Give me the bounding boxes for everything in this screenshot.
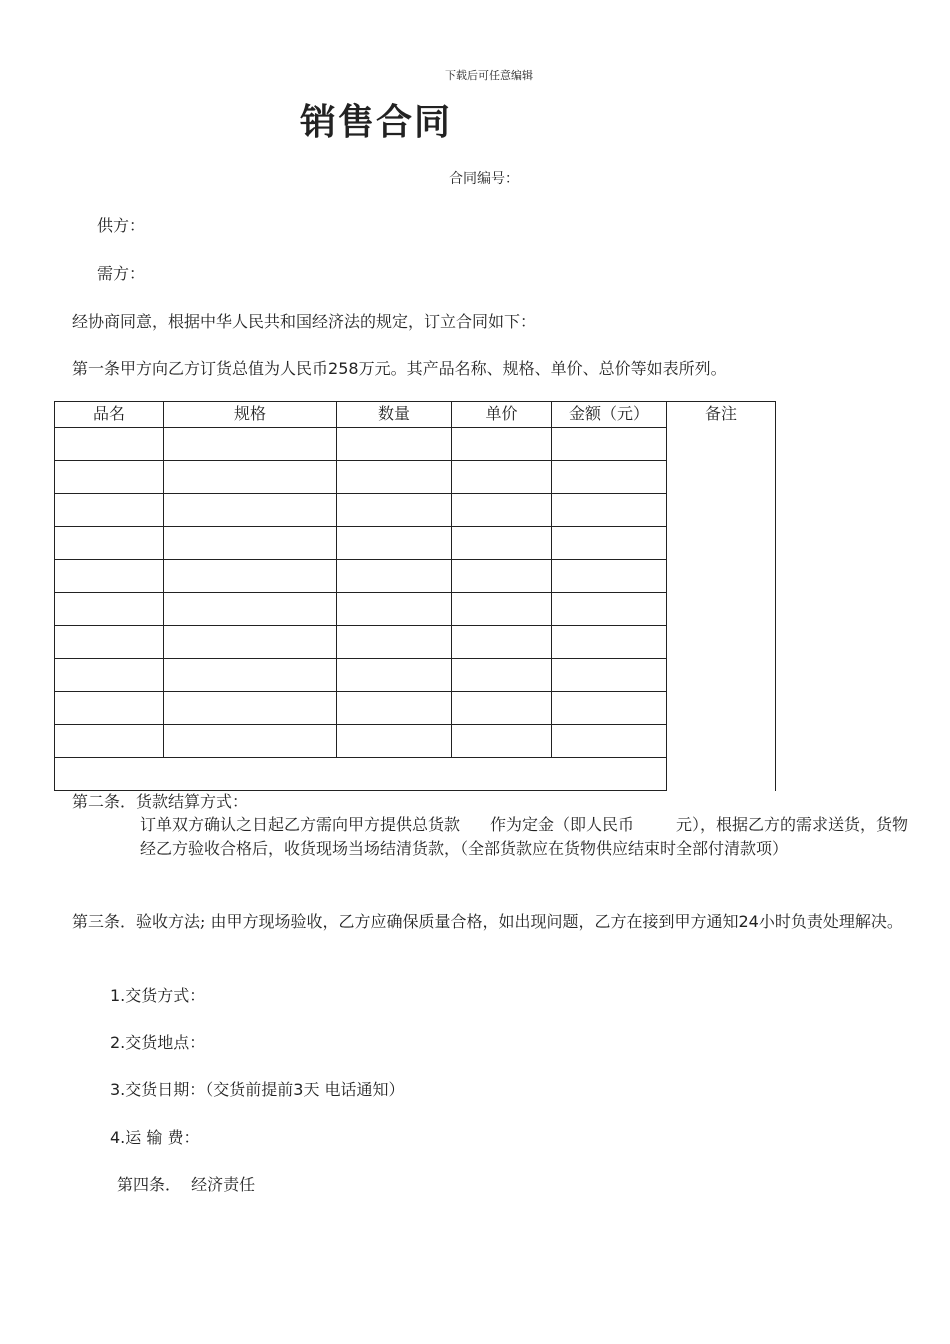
header-specification: 规格 <box>164 402 337 428</box>
table-cell[interactable] <box>552 527 667 560</box>
table-cell[interactable] <box>164 659 337 692</box>
supplier-label: 供方： <box>97 216 146 235</box>
table-cell[interactable] <box>452 593 552 626</box>
table-cell[interactable] <box>164 461 337 494</box>
header-product-name: 品名 <box>55 402 164 428</box>
table-cell[interactable] <box>337 527 452 560</box>
table-total-cell[interactable] <box>55 758 667 791</box>
article-2-text-b: 作为定金（即人民币 <box>490 815 635 834</box>
header-note: 下载后可任意编辑 <box>445 69 533 82</box>
table-cell[interactable] <box>55 725 164 758</box>
table-cell[interactable] <box>337 593 452 626</box>
table-cell[interactable] <box>164 692 337 725</box>
list-item-text: 交货日期：（交货前提前 <box>125 1080 294 1099</box>
table-cell[interactable] <box>552 494 667 527</box>
table-cell[interactable] <box>55 461 164 494</box>
table-cell[interactable] <box>55 593 164 626</box>
article-4-heading: 第四条． 经济责任 <box>117 1175 256 1194</box>
table-cell[interactable] <box>452 692 552 725</box>
article-3 <box>72 910 910 934</box>
table-cell[interactable] <box>337 692 452 725</box>
table-cell[interactable] <box>164 593 337 626</box>
table-cell[interactable] <box>552 725 667 758</box>
table-cell[interactable] <box>337 461 452 494</box>
table-cell[interactable] <box>552 560 667 593</box>
list-item-freight <box>110 1125 199 1148</box>
list-item-number: 1. <box>110 986 126 1005</box>
article-3-text-a: 第三条．验收方法; 由甲方现场验收，乙方应确保质量合格，如出现问题，乙方在接到甲方通知 <box>72 912 739 931</box>
table-cell[interactable] <box>337 494 452 527</box>
list-item-text: 交货方式： <box>125 986 206 1005</box>
table-cell[interactable] <box>337 560 452 593</box>
table-cell[interactable] <box>164 725 337 758</box>
list-item-number: 4. <box>110 1128 126 1147</box>
list-item-days: 3 <box>293 1080 304 1099</box>
article-1 <box>72 356 727 379</box>
intro-paragraph: 经协商同意，根据中华人民共和国经济法的规定，订立合同如下： <box>72 312 537 331</box>
goods-table <box>54 401 776 791</box>
table-header-row <box>55 402 776 428</box>
page-title: 销售合同 <box>300 102 453 143</box>
table-cell[interactable] <box>55 494 164 527</box>
article-1-amount: 258 <box>328 359 359 378</box>
table-cell[interactable] <box>164 494 337 527</box>
table-cell[interactable] <box>552 428 667 461</box>
table-cell[interactable] <box>452 659 552 692</box>
table-cell[interactable] <box>552 593 667 626</box>
list-item-delivery-location <box>110 1030 205 1053</box>
table-cell[interactable] <box>337 428 452 461</box>
list-item-text: 运 输 费： <box>125 1128 200 1147</box>
header-unit-price: 单价 <box>452 402 552 428</box>
list-item-delivery-date <box>110 1077 405 1100</box>
article-2-body <box>140 813 910 861</box>
table-cell[interactable] <box>55 527 164 560</box>
table-cell[interactable] <box>164 428 337 461</box>
header-quantity: 数量 <box>337 402 452 428</box>
header-remarks: 备注 <box>667 402 776 791</box>
list-item-text-2: 天 电话通知） <box>303 1080 405 1099</box>
table-cell[interactable] <box>452 626 552 659</box>
table-cell[interactable] <box>55 428 164 461</box>
article-3-text-b: 小时负责处理解决。 <box>758 912 903 931</box>
table-cell[interactable] <box>552 659 667 692</box>
article-1-text-b: 万元。其产品名称、规格、单价、总价等如表所列。 <box>358 359 727 378</box>
contract-number-label: 合同编号： <box>449 171 519 187</box>
table-cell[interactable] <box>55 692 164 725</box>
table-cell[interactable] <box>164 626 337 659</box>
table-cell[interactable] <box>164 527 337 560</box>
table-cell[interactable] <box>55 626 164 659</box>
table-cell[interactable] <box>55 659 164 692</box>
table-cell[interactable] <box>552 626 667 659</box>
header-amount: 金额（元） <box>552 402 667 428</box>
article-3-hours: 24 <box>738 912 759 931</box>
table-cell[interactable] <box>452 725 552 758</box>
table-cell[interactable] <box>337 659 452 692</box>
table-cell[interactable] <box>337 626 452 659</box>
table-cell[interactable] <box>552 461 667 494</box>
list-item-number: 3. <box>110 1080 126 1099</box>
list-item-number: 2. <box>110 1033 126 1052</box>
table-cell[interactable] <box>452 560 552 593</box>
article-2-text-c: 元），根据乙方的需求送货，货物经乙方验收合格后，收货现场当场结清货款，（全部货款应在货物供应结束时全部付清款项） <box>140 815 909 858</box>
table-cell[interactable] <box>337 725 452 758</box>
table-cell[interactable] <box>452 527 552 560</box>
table-cell[interactable] <box>452 494 552 527</box>
table-cell[interactable] <box>452 428 552 461</box>
article-2-text-a: 订单双方确认之日起乙方需向甲方提供总货款 <box>140 815 461 834</box>
table-cell[interactable] <box>552 692 667 725</box>
table-cell[interactable] <box>55 560 164 593</box>
list-item-delivery-method <box>110 983 205 1006</box>
article-1-text-a: 第一条甲方向乙方订货总值为人民币 <box>72 359 329 378</box>
buyer-label: 需方： <box>97 264 146 283</box>
list-item-text: 交货地点： <box>125 1033 206 1052</box>
table-cell[interactable] <box>452 461 552 494</box>
article-2-heading: 第二条．货款结算方式： <box>72 792 249 811</box>
table-cell[interactable] <box>164 560 337 593</box>
